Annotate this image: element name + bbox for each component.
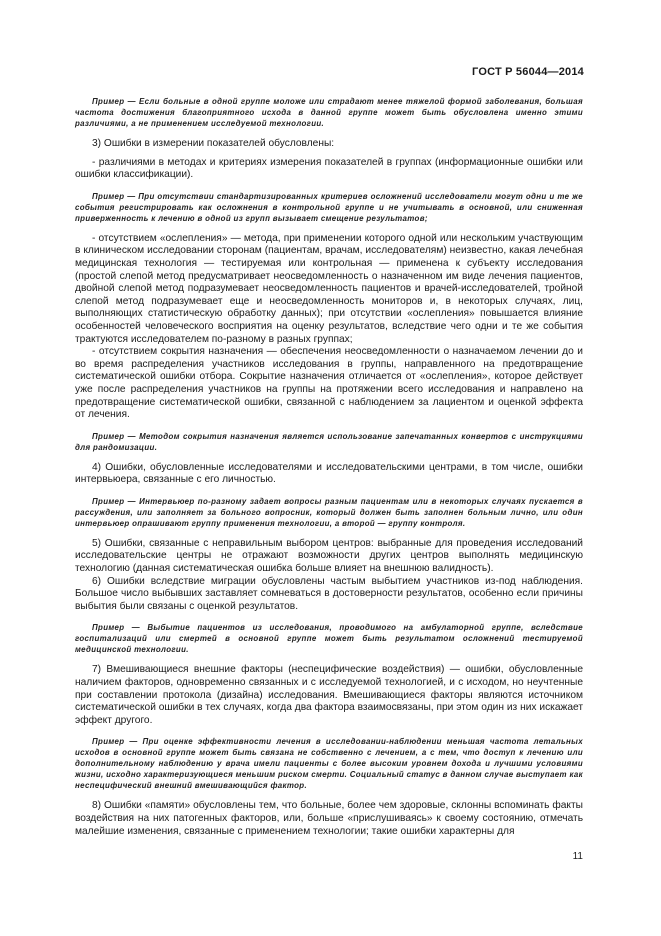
body-paragraph: - различиями в методах и критериях измерения показателей в группах (информационные ошибки или ошибки классификации). <box>75 156 583 181</box>
body-paragraph: 4) Ошибки, обусловленные исследователями и исследовательскими центрами, в том числе, ошибки интервьюера, связанные с его личностью. <box>75 461 583 486</box>
body-paragraph: 6) Ошибки вследствие миграции обусловлены частым выбытием участников из-под наблюдения. Большое число выбывших заставляет сомневаться в достоверности результатов, особенно если причины выбытия были связаны с оценкой результатов. <box>75 575 583 612</box>
document-body <box>75 96 583 838</box>
example-paragraph: Пример — Если больные в одной группе моложе или страдают менее тяжелой формой заболевания, большая частота достижения благоприятного исхода в данной группе может быть обусловлена именно этими различиями, а не применением исследуемой технологии. <box>75 97 583 128</box>
example-paragraph: Пример — При отсутствии стандартизированных критериев осложнений исследователи могут одни и те же события регистрировать как осложнения в контрольной группе и не учитывать в основной, или сниженная приверженность к лечению в одной из групп вызывает смещение результатов; <box>75 191 583 223</box>
body-paragraph: 3) Ошибки в измерении показателей обусловлены: <box>92 138 335 149</box>
body-paragraph: - отсутствием «ослепления» — метода, при применении которого одной или нескольким участвующим в клиническом исследовании сторонам (пациентам, врачам, исследователям) неизвестно, какая лечебная медицинская технология — тестируемая или контрольная — применена к субъекту исследования (простой слепой метод предусматривает неосведомленность о назначенном им виде лечения пациентов, двойной слепой метод подразумевает неосведомленность пациентов и врачей-исследователей, тройной слепой метод подразумевает еще и неосведомленность мониторов и, в некоторых случаях, лиц, выполняющих статистическую обработку данных); при отсутствии «ослепления» повышается влияние особенностей человеческого восприятия на оценку результатов, вследствие чего одни и те же события трактуются исследователем по-разному в разных группах; <box>75 232 583 345</box>
standard-code-header: ГОСТ Р 56044—2014 <box>472 66 584 78</box>
page-number: 11 <box>572 851 583 862</box>
example-paragraph: Пример — При оценке эффективности лечения в исследовании-наблюдении меньшая частота летальных исходов в основной группе может быть связана не собственно с лечением, а с тем, что доступ к лечению или дополнительному наблюдению у врача имели пациенты с более высоким уровнем дохода и лучшими условиями жизни, исходно характеризующиеся меньшим риском смерти. Социальный статус в данном случае выступает как неспецифический внешний вмешивающийся фактор. <box>75 737 583 791</box>
example-paragraph: Пример — Методом сокрытия назначения является использование запечатанных конвертов с инструкциями для рандомизации. <box>75 431 583 452</box>
example-paragraph: Пример — Интервьюер по-разному задает вопросы разным пациентам или в некоторых случаях пускается в рассуждения, или заполняет за больного вопросник, который должен быть заполнен больным лично, или один интервьюер опрашивают группу применения технологии, а второй — группу контроля. <box>75 496 583 528</box>
example-paragraph: Пример — Выбытие пациентов из исследования, проводимого на амбулаторной группе, вследствие госпитализаций или смертей в основной группе может быть результатом осложнений тестируемой медицинской технологии. <box>75 623 583 655</box>
body-paragraph: - отсутствием сокрытия назначения — обеспечения неосведомленности о назначаемом лечении до и во время распределения участников исследования в группы, направленного на предотвращение систематической ошибки отбора. Сокрытие назначения отличается от «ослепления», которое действует уже после распределения участников на группы на протяжении всего исследования и направлено на предотвращение систематической ошибки, связанной с наблюдением за лациентом и оценкой эффекта от лечения. <box>75 346 583 421</box>
body-paragraph: 5) Ошибки, связанные с неправильным выбором центров: выбранные для проведения исследований исследовательские центры не отражают возможности других центров выполнять медицинскую технологию (данная систематическая ошибка больше влияет на внешнюю валидность). <box>75 537 583 575</box>
body-paragraph: 7) Вмешивающиеся внешние факторы (неспецифические воздействия) — ошибки, обусловленные наличием факторов, одновременно связанных и с исследуемой технологией, и с исходом, но неучтенные при составлении протокола (дизайна) исследования. Вмешивающиеся факторы являются источником систематической ошибки в тех случаях, когда два фактора взаимосвязаны, при этом один из них искажает эффект другого. <box>75 664 583 726</box>
body-paragraph: 8) Ошибки «памяти» обусловлены тем, что больные, более чем здоровые, склонны вспоминать факты воздействия на них патогенных факторов, или, больше «прислушиваясь» к своему состоянию, отмечать малейшие изменения, связанные с применением технологии; такие ошибки характерны для <box>75 800 583 837</box>
